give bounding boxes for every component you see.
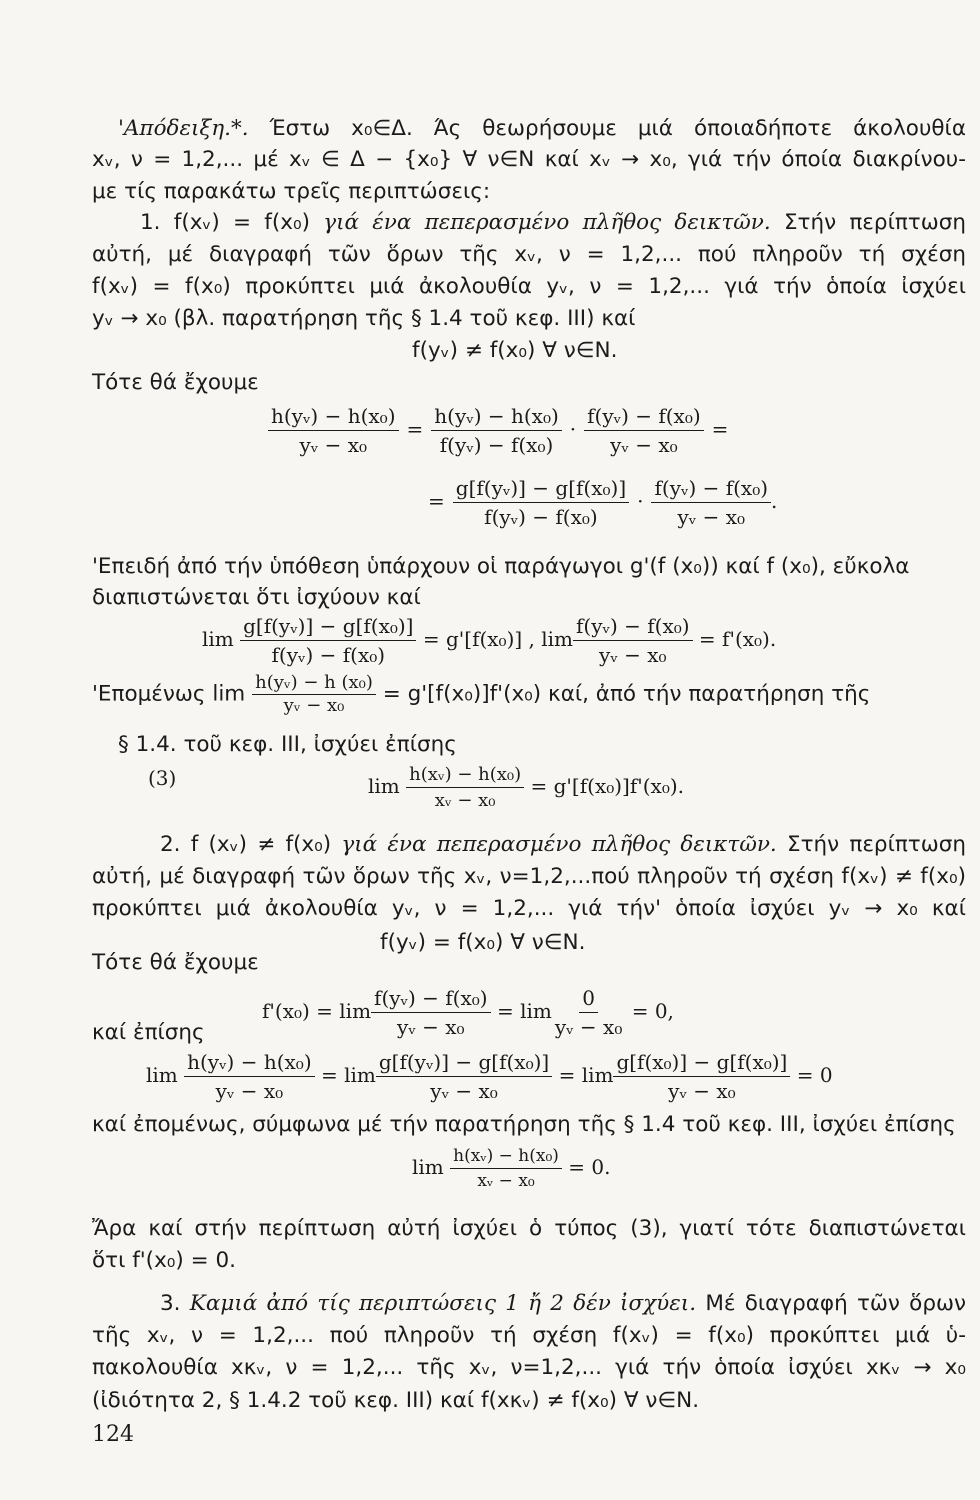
numerator: f(yᵥ) − f(x₀) [573, 614, 693, 641]
operator: = lim [320, 1063, 376, 1087]
italic-span: γιά ένα πεπερασμένο πλῆθος δεικτῶν. [309, 210, 771, 235]
text-span: = g'[f(x₀)]f'(x₀) καί, ἀπό τήν παρατήρηση τῆς [382, 681, 871, 707]
denominator: yᵥ − x₀ [599, 643, 667, 667]
text-line: καί ἐπομένως, σύμφωνα μέ τήν παρατήρηση τῆς § 1.4 τοῦ κεφ. III, ἰσχύει ἐπίσης [92, 1112, 956, 1137]
text-span: f'(x₀) = lim [262, 999, 372, 1023]
operator: = 0, [631, 999, 674, 1023]
condition-line: f(yᵥ) = f(x₀) ∀ ν∈N. [380, 930, 586, 955]
denominator: yᵥ − x₀ [299, 433, 368, 457]
numerator: h(xᵥ) − h(x₀) [406, 764, 524, 788]
fraction [240, 614, 416, 667]
text-line: αὐτή, μέ διαγραφή τῶν ὅρων τῆς xᵥ, ν=1,2,...πού πληροῦν τή σχέση f(xᵥ) ≠ f(x₀) [92, 864, 966, 889]
text-line: καί ἐπίσης [92, 1020, 205, 1045]
text-span: 'Επειδή ἀπό τήν ὑπόθεση ὑπάρχουν οἱ παράγωγοι [92, 554, 624, 579]
equation-7 [146, 1050, 833, 1103]
operator: · [637, 489, 644, 513]
proof-heading: 'Απόδειξη.*. [118, 116, 249, 141]
text-line [140, 212, 966, 234]
operator: = g'[f(x₀)]f'(x₀). [530, 774, 685, 798]
text-line: ὅτι f'(x₀) = 0. [92, 1248, 237, 1273]
numerator: f(yᵥ) − f(x₀) [371, 986, 491, 1013]
numerator: g[f(x₀)] − g[f(x₀)] [613, 1050, 790, 1077]
operator: · [569, 417, 577, 441]
numerator: h(yᵥ) − h (x₀) [252, 674, 376, 695]
numerator: h(xᵥ) − h(x₀) [450, 1146, 562, 1169]
text-span: 1. f(xᵥ) = f(x₀) [140, 210, 310, 235]
text-line: § 1.4. τοῦ κεφ. III, ἰσχύει ἐπίσης [118, 732, 457, 757]
denominator: yᵥ − x₀ [677, 505, 746, 529]
fraction [184, 1050, 315, 1103]
text-line: f(xᵥ) = f(x₀) προκύπτει μιά ἀκολουθία yᵥ, ν = 1,2,... γιά τήν ὁποία ἰσχύει [92, 274, 966, 299]
equation-3-label: (3) [148, 766, 177, 790]
numerator: h(yᵥ) − h(x₀) [184, 1050, 315, 1077]
lim-operator: lim [541, 627, 574, 651]
text-line: διαπιστώνεται ὅτι ἰσχύουν καί [92, 585, 421, 610]
text-span: Έστω x₀∈Δ. Άς θεωρήσουμε μιά όποιαδήποτε άκολουθία [248, 116, 966, 141]
text-line: αὐτή, μέ διαγραφή τῶν ὅρων τῆς xᵥ, ν = 1,2,... πού πληροῦν τή σχέση [92, 242, 966, 267]
text-span: 'Επομένως lim [92, 681, 246, 707]
numerator: g[f(yᵥ)] − g[f(x₀)] [453, 476, 629, 503]
fraction [268, 404, 399, 457]
italic-span: γιά ένα πεπερασμένο πλῆθος δεικτῶν. [331, 832, 777, 857]
operator: = lim [496, 999, 552, 1023]
operator: = lim [558, 1063, 614, 1087]
text-line [160, 834, 966, 856]
fraction [613, 1050, 790, 1103]
numerator: f(yᵥ) − f(x₀) [584, 404, 704, 431]
fraction [651, 476, 771, 529]
denominator: xᵥ − x₀ [434, 790, 496, 811]
text-span: Στήν περίπτωση [776, 832, 967, 857]
fraction [431, 404, 562, 457]
text-line: τῆς xᵥ, ν = 1,2,... πού πληροῦν τή σχέση f(xᵥ) = f(x₀) προκύπτει μιά ὑ- [92, 1323, 966, 1348]
denominator: yᵥ − x₀ [283, 695, 345, 716]
lim-operator: lim [202, 627, 234, 651]
text-span: 3. [160, 1291, 181, 1316]
operator: = 0. [568, 1155, 611, 1179]
equation-8 [412, 1146, 611, 1191]
fraction [252, 674, 376, 715]
text-line: xᵥ, ν = 1,2,... μέ xᵥ ∈ Δ − {x₀} ∀ ν∈N καί xᵥ → x₀, γιά τήν όποία διακρίνου- [92, 147, 966, 172]
text-line: yᵥ → x₀ (βλ. παρατήρηση τῆς § 1.4 τοῦ κεφ. III) καί [92, 306, 636, 331]
denominator: f(yᵥ) − f(x₀) [484, 505, 598, 529]
text-line [118, 118, 966, 140]
denominator: yᵥ − x₀ [610, 433, 678, 457]
fraction [376, 1050, 552, 1103]
fraction [584, 404, 704, 457]
lim-operator: lim [146, 1063, 178, 1087]
text-span: Στήν περίπτωση [770, 210, 966, 235]
text-line [92, 556, 909, 578]
numerator: f(yᵥ) − f(x₀) [651, 476, 771, 503]
page-number: 124 [92, 1422, 134, 1447]
denominator: yᵥ − x₀ [215, 1079, 284, 1103]
numerator: g[f(yᵥ)] − g[f(x₀)] [376, 1050, 552, 1077]
condition-line: f(yᵥ) ≠ f(x₀) ∀ ν∈N. [412, 338, 618, 363]
lim-operator: lim [368, 774, 400, 798]
denominator: yᵥ − x₀ [397, 1015, 465, 1039]
fraction [552, 986, 626, 1039]
denominator: yᵥ − x₀ [554, 1015, 623, 1039]
numerator: h(yᵥ) − h(x₀) [268, 404, 399, 431]
operator: = [406, 417, 424, 441]
text-line [160, 1293, 966, 1315]
text-span: Μέ διαγραφή τῶν ὅρων [696, 1291, 966, 1316]
equation-1 [268, 404, 736, 457]
text-line: προκύπτει μιά ἀκολουθία yᵥ, ν = 1,2,... γιά τήν' ὁποία ἰσχύει yᵥ → x₀ καί [92, 896, 966, 921]
fraction [573, 614, 693, 667]
operator: = f'(x₀). [698, 627, 777, 651]
denominator: f(yᵥ) − f(x₀) [439, 433, 554, 457]
operator: = g'[f(x₀)] , [422, 627, 535, 651]
operator: = [428, 489, 445, 513]
equation-4 [92, 674, 870, 715]
equation-6 [262, 986, 674, 1039]
equation-2 [420, 476, 777, 529]
text-span: 2. f (xᵥ) ≠ f(x₀) [160, 832, 332, 857]
denominator: f(yᵥ) − f(x₀) [271, 643, 386, 667]
equation-3 [202, 614, 776, 667]
text-line: Τότε θά ἔχουμε [92, 950, 259, 975]
text-line: πακολουθία xκᵥ, ν = 1,2,... τῆς xᵥ, ν=1,2,... γιά τήν ὁποία ἰσχύει xκᵥ → x₀ [92, 1355, 966, 1380]
numerator: h(yᵥ) − h(x₀) [431, 404, 562, 431]
equation-5 [368, 764, 684, 811]
text-line: Ἄρα καί στήν περίπτωση αὐτή ἰσχύει ὁ τύπος (3), γιατί τότε διαπιστώνεται [92, 1216, 966, 1241]
denominator: yᵥ − x₀ [668, 1079, 736, 1103]
text-span: g'(f (x₀)) καί f (x₀), εὔκολα [623, 554, 910, 579]
fraction [450, 1146, 562, 1191]
italic-span: Καμιά ἀπό τίς περιπτώσεις 1 ἤ 2 δέν ἰσχύει. [180, 1291, 697, 1316]
period: . [771, 489, 778, 513]
operator: = 0 [796, 1063, 833, 1087]
denominator: xᵥ − x₀ [477, 1171, 535, 1191]
fraction [371, 986, 491, 1039]
numerator: g[f(yᵥ)] − g[f(x₀)] [240, 614, 416, 641]
operator: = [711, 417, 729, 441]
text-line: (ἰδιότητα 2, § 1.4.2 τοῦ κεφ. III) καί f(xκᵥ) ≠ f(x₀) ∀ ν∈N. [92, 1388, 700, 1413]
fraction [453, 476, 629, 529]
lim-operator: lim [412, 1155, 444, 1179]
numerator: 0 [579, 986, 598, 1013]
text-line: με τίς παρακάτω τρεῖς περιπτώσεις: [92, 179, 491, 204]
text-line: Τότε θά ἔχουμε [92, 370, 259, 395]
denominator: yᵥ − x₀ [430, 1079, 498, 1103]
fraction [406, 764, 524, 811]
